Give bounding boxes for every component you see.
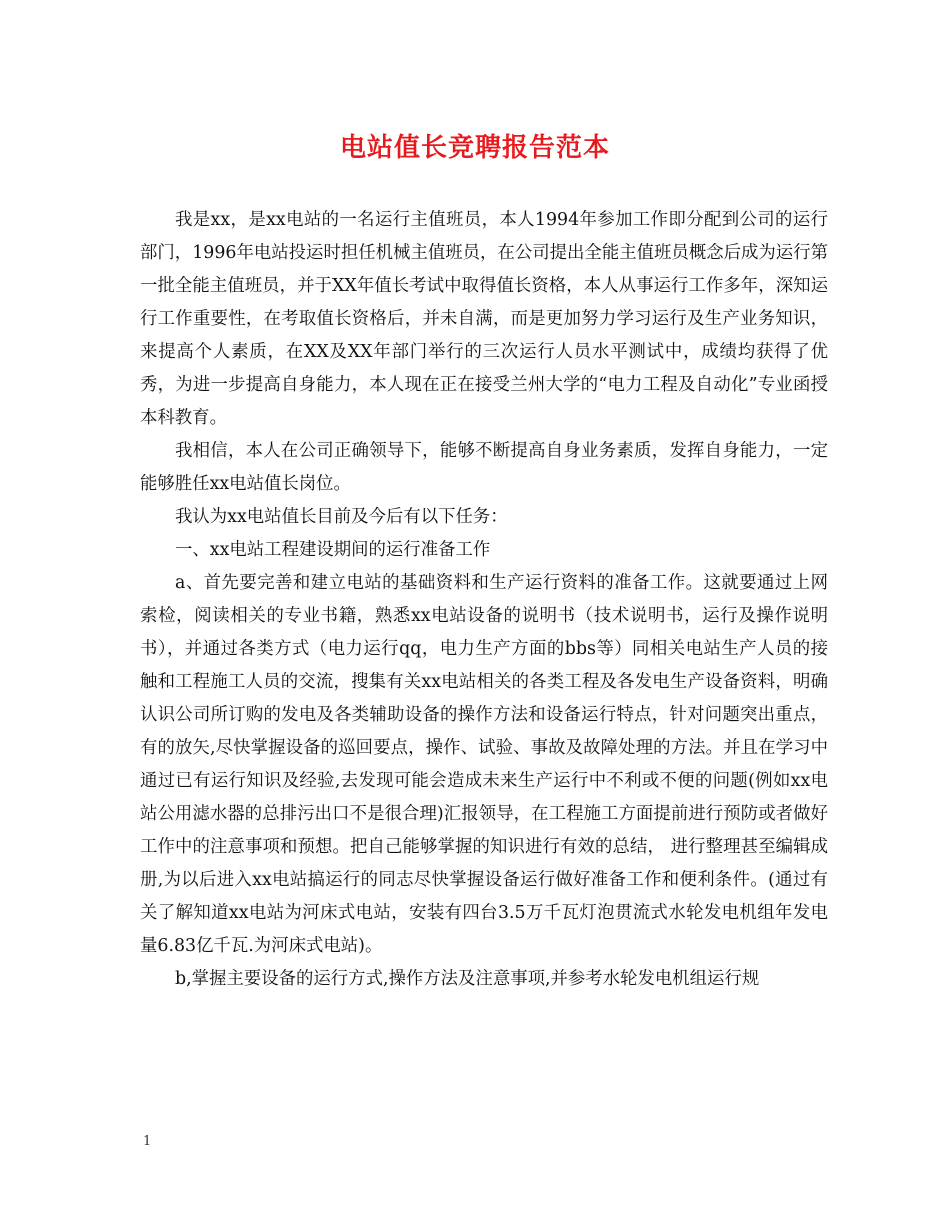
paragraph-item-a: a、首先要完善和建立电站的基础资料和生产运行资料的准备工作。这就要通过上网索检，阅读相关的专业书籍，熟悉xx电站设备的说明书（技术说明书，运行及操作说明书），并通过各类方式（电力运行qq，电力生产方面的bbs等）同相关电站生产人员的接触和工程施工人员的交流，搜集有关xx电站相关的各类工程及各发电生产设备资料，明确认识公司所订购的发电及各类辅助设备的操作方法和设备运行特点，针对问题突出重点，有的放矢,尽快掌握设备的巡回要点，操作、试验、事故及故障处理的方法。并且在学习中通过已有运行知识及经验,去发现可能会造成未来生产运行中不利或不便的问题(例如xx电站公用滤水器的总排污出口不是很合理)汇报领导，在工程施工方面提前进行预防或者做好工作中的注意事项和预想。把自己能够掌握的知识进行有效的总结， 进行整理甚至编辑成册,为以后进入xx电站搞运行的同志尽快掌握设备运行做好准备工作和便利条件。(通过有关了解知道xx电站为河床式电站，安装有四台3.5万千瓦灯泡贯流式水轮发电机组年发电量6.83亿千瓦.为河床式电站)。 — [140, 573, 828, 956]
document-title: 电站值长竞聘报告范本 — [339, 133, 610, 163]
paragraph-tasks-intro: 我认为xx电站值长目前及今后有以下任务： — [175, 507, 508, 527]
paragraph-confidence: 我相信，本人在公司正确领导下，能够不断提高自身业务素质，发挥自身能力，一定能够胜任xx电站值长岗位。 — [140, 441, 828, 494]
page-number: 1 — [143, 1134, 152, 1149]
document-body — [140, 204, 828, 996]
section-heading-1: 一、xx电站工程建设期间的运行准备工作 — [175, 540, 491, 560]
paragraph-item-b: b,掌握主要设备的运行方式,操作方法及注意事项,并参考水轮发电机组运行规 — [175, 969, 760, 989]
paragraph-introduction: 我是xx，是xx电站的一名运行主值班员，本人1994年参加工作即分配到公司的运行部门，1996年电站投运时担任机械主值班员，在公司提出全能主值班员概念后成为运行第一批全能主值班员，并于XX年值长考试中取得值长资格，本人从事运行工作多年，深知运行工作重要性，在考取值长资格后，并未自满，而是更加努力学习运行及生产业务知识，来提高个人素质，在XX及XX年部门举行的三次运行人员水平测试中，成绩均获得了优秀，为进一步提高自身能力，本人现在正在接受兰州大学的“电力工程及自动化”专业函授本科教育。 — [140, 210, 828, 428]
